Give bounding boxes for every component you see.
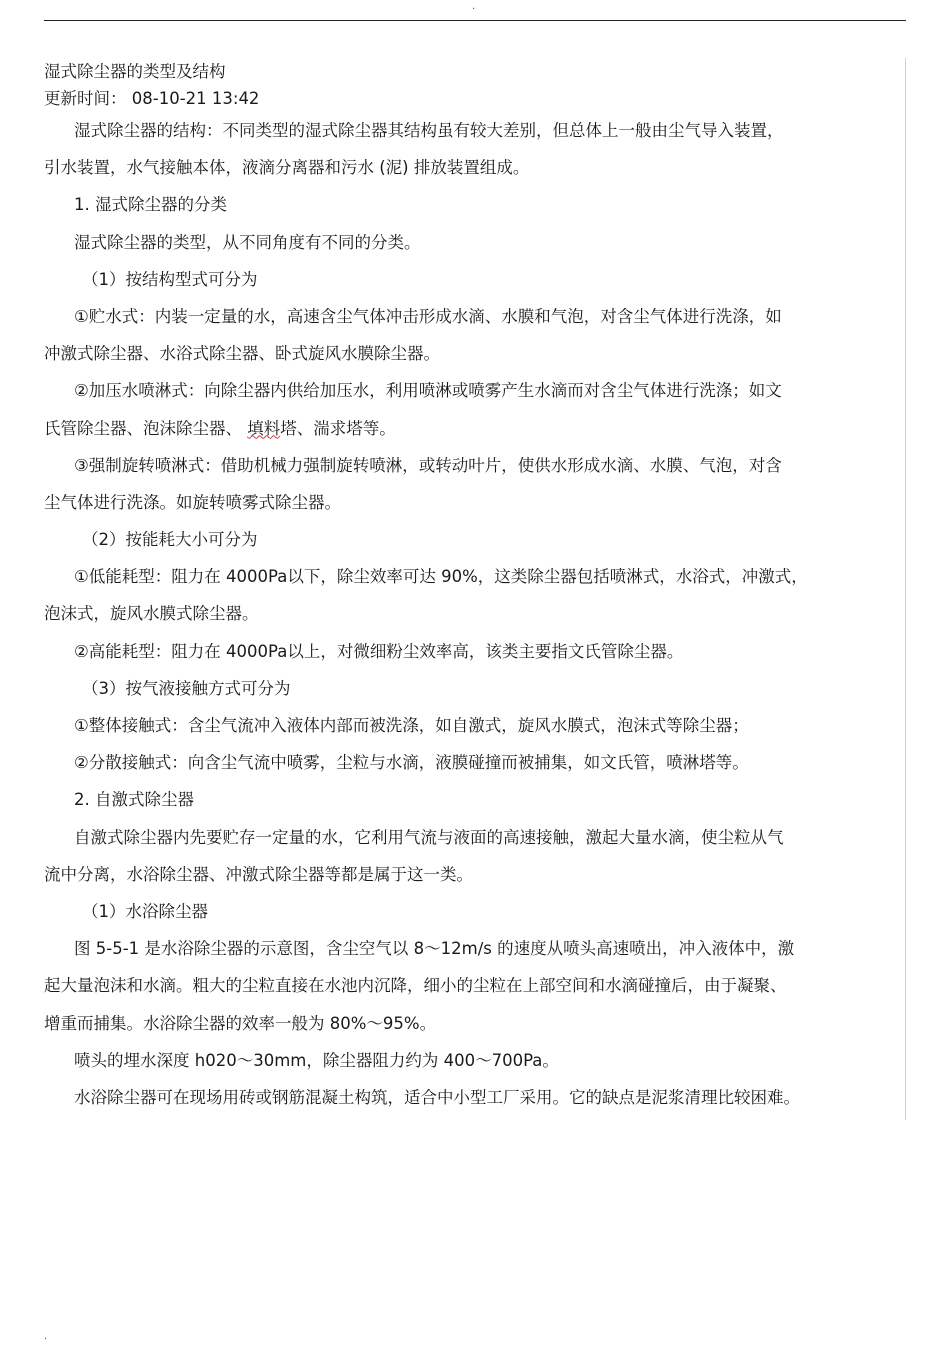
text-line: （1）水浴除尘器 (82, 901, 208, 921)
paragraph-lines (44, 112, 894, 1116)
text-line: 起大量泡沫和水滴。粗大的尘粒直接在水池内沉降，细小的尘粒在上部空间和水滴碰撞后，由于凝聚、 (44, 976, 787, 996)
text-line: 泡沫式，旋风水膜式除尘器。 (44, 604, 259, 624)
text-line: ①整体接触式：含尘气流冲入液体内部而被洗涤，如自激式，旋风水膜式，泡沫式等除尘器； (74, 716, 749, 735)
text-line: （1）按结构型式可分为 (82, 269, 258, 289)
text-line: ②分散接触式：向含尘气流中喷雾，尘粒与水滴，液膜碰撞而被捕集，如文氏管，喷淋塔等。 (74, 753, 749, 773)
text-line: 湿式除尘器的类型，从不同角度有不同的分类。 (74, 232, 421, 252)
text-line: ①低能耗型：阻力在 4000Pa以下，除尘效率可达 90%，这类除尘器包括喷淋式，水浴式，冲激式， (74, 567, 808, 587)
text-line: 1. 湿式除尘器的分类 (74, 195, 227, 215)
text-line: （3）按气液接触方式可分为 (82, 678, 291, 698)
text-line-segment: 氏管除尘器、泡沫除尘器、 (44, 418, 248, 438)
text-line: 水浴除尘器可在现场用砖或钢筋混凝土构筑，适合中小型工厂采用。它的缺点是泥浆清理比较困难。 (74, 1087, 800, 1107)
page-top-mark: . (472, 1, 476, 12)
text-line: 流中分离，水浴除尘器、冲激式除尘器等都是属于这一类。 (44, 864, 473, 884)
text-line: 喷头的埋水深度 h020～30mm，除尘器阻力约为 400～700Pa。 (74, 1050, 559, 1070)
text-line: ③强制旋转喷淋式：借助机械力强制旋转喷淋，或转动叶片，使供水形成水滴、水膜、气泡，对含 (74, 455, 782, 475)
page-bottom-mark: . (44, 1331, 48, 1342)
text-line: ②高能耗型：阻力在 4000Pa以上，对微细粉尘效率高，该类主要指文氏管除尘器。 (74, 641, 684, 661)
text-line: 引水装置，水气接触本体，液滴分离器和污水 (泥) 排放装置组成。 (44, 158, 530, 178)
article-title: 湿式除尘器的类型及结构 (44, 62, 226, 81)
text-line: 图 5-5-1 是水浴除尘器的示意图，含尘空气以 8～12m∕s 的速度从喷头高速喷出，冲入液体中，激 (74, 939, 795, 959)
text-line: （2）按能耗大小可分为 (82, 530, 258, 550)
text-line: ①贮水式：内装一定量的水，高速含尘气体冲击形成水滴、水膜和气泡，对含尘气体进行洗涤，如 (74, 306, 782, 326)
text-line: 增重而捕集。水浴除尘器的效率一般为 80%～95%。 (44, 1013, 437, 1033)
text-line-segment: 塔、湍求塔等。 (280, 418, 396, 438)
spellcheck-marked-word: 填料 (247, 418, 281, 438)
text-line: 2. 自激式除尘器 (74, 790, 194, 810)
text-line: 湿式除尘器的结构：不同类型的湿式除尘器其结构虽有较大差别，但总体上一般由尘气导入装置， (74, 121, 784, 140)
text-line: 冲激式除尘器、水浴式除尘器、卧式旋风水膜除尘器。 (44, 344, 440, 364)
right-margin-rule (905, 58, 906, 1120)
update-time: 更新时间： 08-10-21 13:42 (44, 89, 260, 108)
text-line: 自激式除尘器内先要贮存一定量的水，它利用气流与液面的高速接触，激起大量水滴，使尘粒从气 (74, 827, 784, 847)
text-line: ②加压水喷淋式：向除尘器内供给加压水，利用喷淋或喷雾产生水滴而对含尘气体进行洗涤；如文 (74, 381, 782, 401)
text-line (44, 410, 894, 447)
text-line: 尘气体进行洗涤。如旋转喷雾式除尘器。 (44, 492, 341, 512)
article-body (44, 58, 894, 1116)
header-rule (44, 20, 906, 21)
